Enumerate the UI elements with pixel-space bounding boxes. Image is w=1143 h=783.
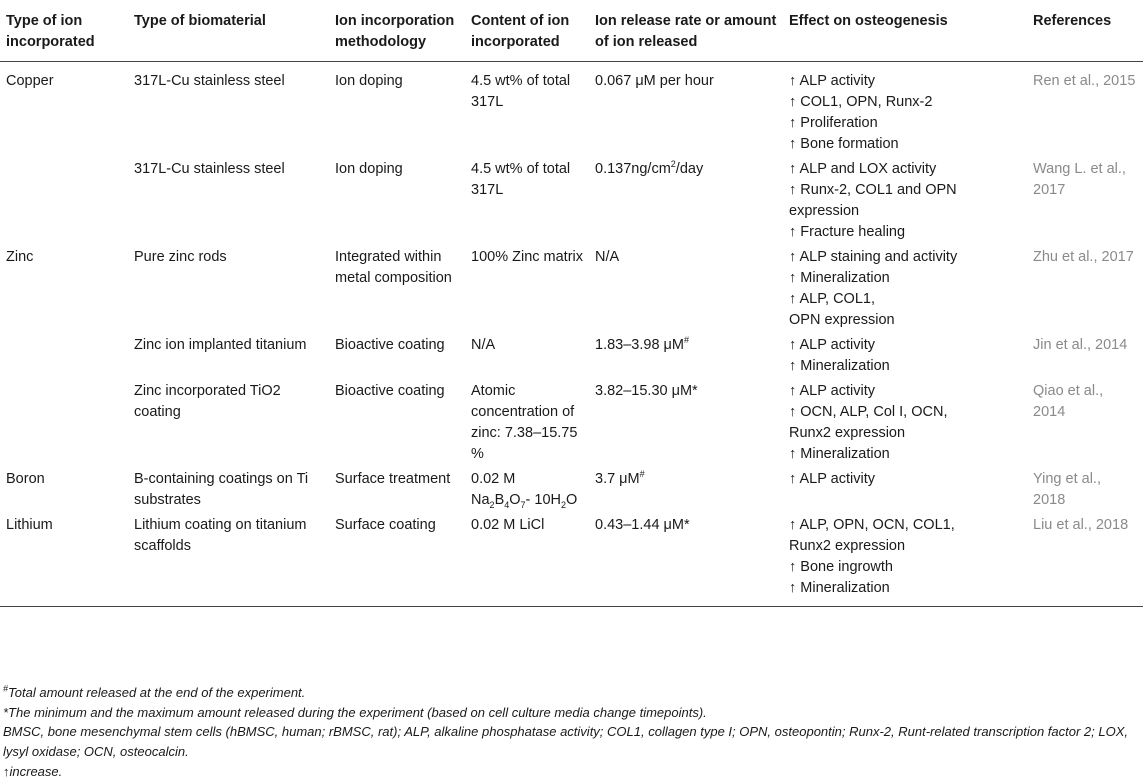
- cell-method: Surface coating: [329, 514, 465, 607]
- release-superscript: #: [683, 335, 689, 346]
- cell-method: Ion doping: [335, 73, 403, 89]
- cell-reference: Zhu et al., 2017: [1033, 249, 1134, 265]
- cell-reference: Ying et al., 2018: [1033, 471, 1101, 508]
- formula-part: O: [566, 492, 578, 508]
- cell-biomaterial: Zinc ion implanted titanium: [134, 337, 307, 353]
- cell-effect: [783, 158, 1027, 246]
- table-row: [0, 334, 1143, 380]
- effect-line: ↑ ALP activity: [789, 73, 875, 89]
- table-row: [0, 380, 1143, 468]
- formula-subscript: 4: [504, 499, 510, 510]
- cell-effect: [783, 62, 1027, 159]
- cell-method: Ion doping: [335, 161, 403, 177]
- cell-content: Atomic concentration of zinc: 7.38–15.75 %: [471, 383, 578, 462]
- table-row: [0, 514, 1143, 607]
- table-row: [0, 468, 1143, 514]
- cell-content: 100% Zinc matrix: [471, 249, 584, 265]
- formula-part: O: [509, 492, 521, 508]
- footnote-abbreviations: BMSC, bone mesenchymal stem cells (hBMSC, human; rBMSC, rat); ALP, alkaline phosphatase activity; COL1, collagen type I; OPN, osteopontin; Runx-2, Runt-related transcription factor 2; LOX, lysyl oxidase; OCN, osteocalcin.: [3, 724, 1129, 759]
- cell-content: [465, 468, 589, 514]
- cell-reference: Liu et al., 2018: [1027, 514, 1143, 607]
- effect-line: Runx2 expression: [789, 538, 906, 554]
- effect-line: expression: [789, 203, 860, 219]
- cell-effect: [783, 246, 1027, 334]
- effect-line: OPN expression: [789, 312, 895, 328]
- cell-effect: [783, 334, 1027, 380]
- effect-line: ↑ ALP, OPN, OCN, COL1,: [789, 517, 955, 533]
- cell-effect: [783, 468, 1027, 514]
- header-content: Content of ion incorporated: [465, 0, 589, 62]
- formula-subscript: 7: [520, 499, 526, 510]
- cell-biomaterial: Pure zinc rods: [134, 249, 227, 265]
- footnote-star: *The minimum and the maximum amount released during the experiment (based on cell culture media change timepoints).: [3, 705, 707, 720]
- effect-line: ↑ OCN, ALP, Col I, OCN,: [789, 404, 948, 420]
- release-superscript: #: [639, 469, 645, 480]
- cell-biomaterial: B-containing coatings on Ti substrates: [134, 471, 309, 508]
- formula-part: B: [494, 492, 505, 508]
- cell-biomaterial: 317L-Cu stainless steel: [134, 73, 285, 89]
- footnote-hash-text: Total amount released at the end of the experiment.: [8, 685, 306, 700]
- header-release: Ion release rate or amount of ion released: [589, 0, 783, 62]
- cell-release: 0.43–1.44 μM*: [589, 514, 783, 607]
- cell-ion: Zinc: [6, 249, 34, 265]
- cell-ion: [0, 158, 128, 246]
- cell-biomaterial: Zinc incorporated TiO2 coating: [134, 383, 281, 420]
- cell-release: 0.067 μM per hour: [595, 73, 714, 89]
- cell-biomaterial: 317L-Cu stainless steel: [134, 161, 285, 177]
- cell-reference: Jin et al., 2014: [1033, 337, 1128, 353]
- effect-line: ↑ Proliferation: [789, 115, 878, 131]
- effect-line: ↑ Mineralization: [789, 270, 890, 286]
- formula-subscript: 2: [561, 499, 567, 510]
- cell-release: [589, 468, 783, 514]
- cell-content: 4.5 wt% of total 317L: [471, 161, 571, 198]
- cell-method: Surface treatment: [335, 471, 451, 487]
- effect-line: Runx2 expression: [789, 425, 906, 441]
- effect-line: ↑ Bone formation: [789, 136, 899, 152]
- cell-ion: [0, 380, 128, 468]
- header-method: Ion incorporation methodology: [329, 0, 465, 62]
- effect-line: ↑ ALP activity: [789, 337, 875, 353]
- release-superscript: 2: [670, 159, 676, 170]
- cell-release: [589, 158, 783, 246]
- header-biomaterial: Type of biomaterial: [128, 0, 329, 62]
- cell-ion: Copper: [6, 73, 54, 89]
- cell-effect: [783, 380, 1027, 468]
- footnote-hash: [3, 683, 305, 703]
- cell-content: N/A: [471, 337, 496, 353]
- cell-method: Bioactive coating: [335, 337, 445, 353]
- release-unit: /day: [675, 161, 704, 177]
- effect-line: ↑ COL1, OPN, Runx-2: [789, 94, 933, 110]
- effect-line: ↑ Mineralization: [789, 580, 890, 596]
- content-line: 0.02 M: [471, 471, 516, 487]
- effect-line: ↑ ALP and LOX activity: [789, 161, 937, 177]
- cell-ion: [0, 334, 128, 380]
- footnote-increase: ↑increase.: [3, 764, 63, 779]
- header-references: References: [1027, 0, 1143, 62]
- cell-release: [589, 334, 783, 380]
- effect-line: ↑ Runx-2, COL1 and OPN: [789, 182, 957, 198]
- cell-ion: Lithium: [0, 514, 128, 607]
- effect-line: ↑ ALP, COL1,: [789, 291, 875, 307]
- header-ion: Type of ion incorporated: [0, 0, 128, 62]
- release-value: 0.137ng/cm: [595, 161, 671, 177]
- table-row: [0, 246, 1143, 334]
- effect-line: ↑ Mineralization: [789, 358, 890, 374]
- cell-method: Bioactive coating: [335, 383, 445, 399]
- cell-ion: Boron: [6, 471, 45, 487]
- cell-effect: [783, 514, 1027, 607]
- cell-reference: Qiao et al., 2014: [1033, 383, 1104, 420]
- cell-method: Integrated within metal composition: [335, 249, 452, 286]
- cell-content: 0.02 M LiCl: [465, 514, 589, 607]
- effect-line: ↑ ALP staining and activity: [789, 249, 958, 265]
- effect-line: ↑ Mineralization: [789, 446, 890, 462]
- cell-content: 4.5 wt% of total 317L: [471, 73, 571, 110]
- header-effect: Effect on osteogenesis: [783, 0, 1027, 62]
- header-row: [0, 0, 1143, 62]
- cell-release: N/A: [595, 249, 620, 265]
- table-row: [0, 158, 1143, 246]
- effect-line: ↑ ALP activity: [789, 471, 875, 487]
- effect-line: ↑ Bone ingrowth: [789, 559, 893, 575]
- cell-biomaterial: Lithium coating on titanium scaffolds: [128, 514, 329, 607]
- formula-part: - 10H: [525, 492, 562, 508]
- effect-line: ↑ Fracture healing: [789, 224, 906, 240]
- cell-reference: Wang L. et al., 2017: [1033, 161, 1126, 198]
- effect-line: ↑ ALP activity: [789, 383, 875, 399]
- release-value: 3.7 μM: [595, 471, 640, 487]
- release-value: 1.83–3.98 μM: [595, 337, 684, 353]
- content-formula: [471, 490, 583, 511]
- cell-reference: Ren et al., 2015: [1033, 73, 1136, 89]
- footnote-hash-mark: #: [3, 683, 9, 694]
- formula-subscript: 2: [489, 499, 495, 510]
- cell-release: 3.82–15.30 μM*: [595, 383, 698, 399]
- formula-part: Na: [471, 492, 490, 508]
- table-row: [0, 62, 1143, 159]
